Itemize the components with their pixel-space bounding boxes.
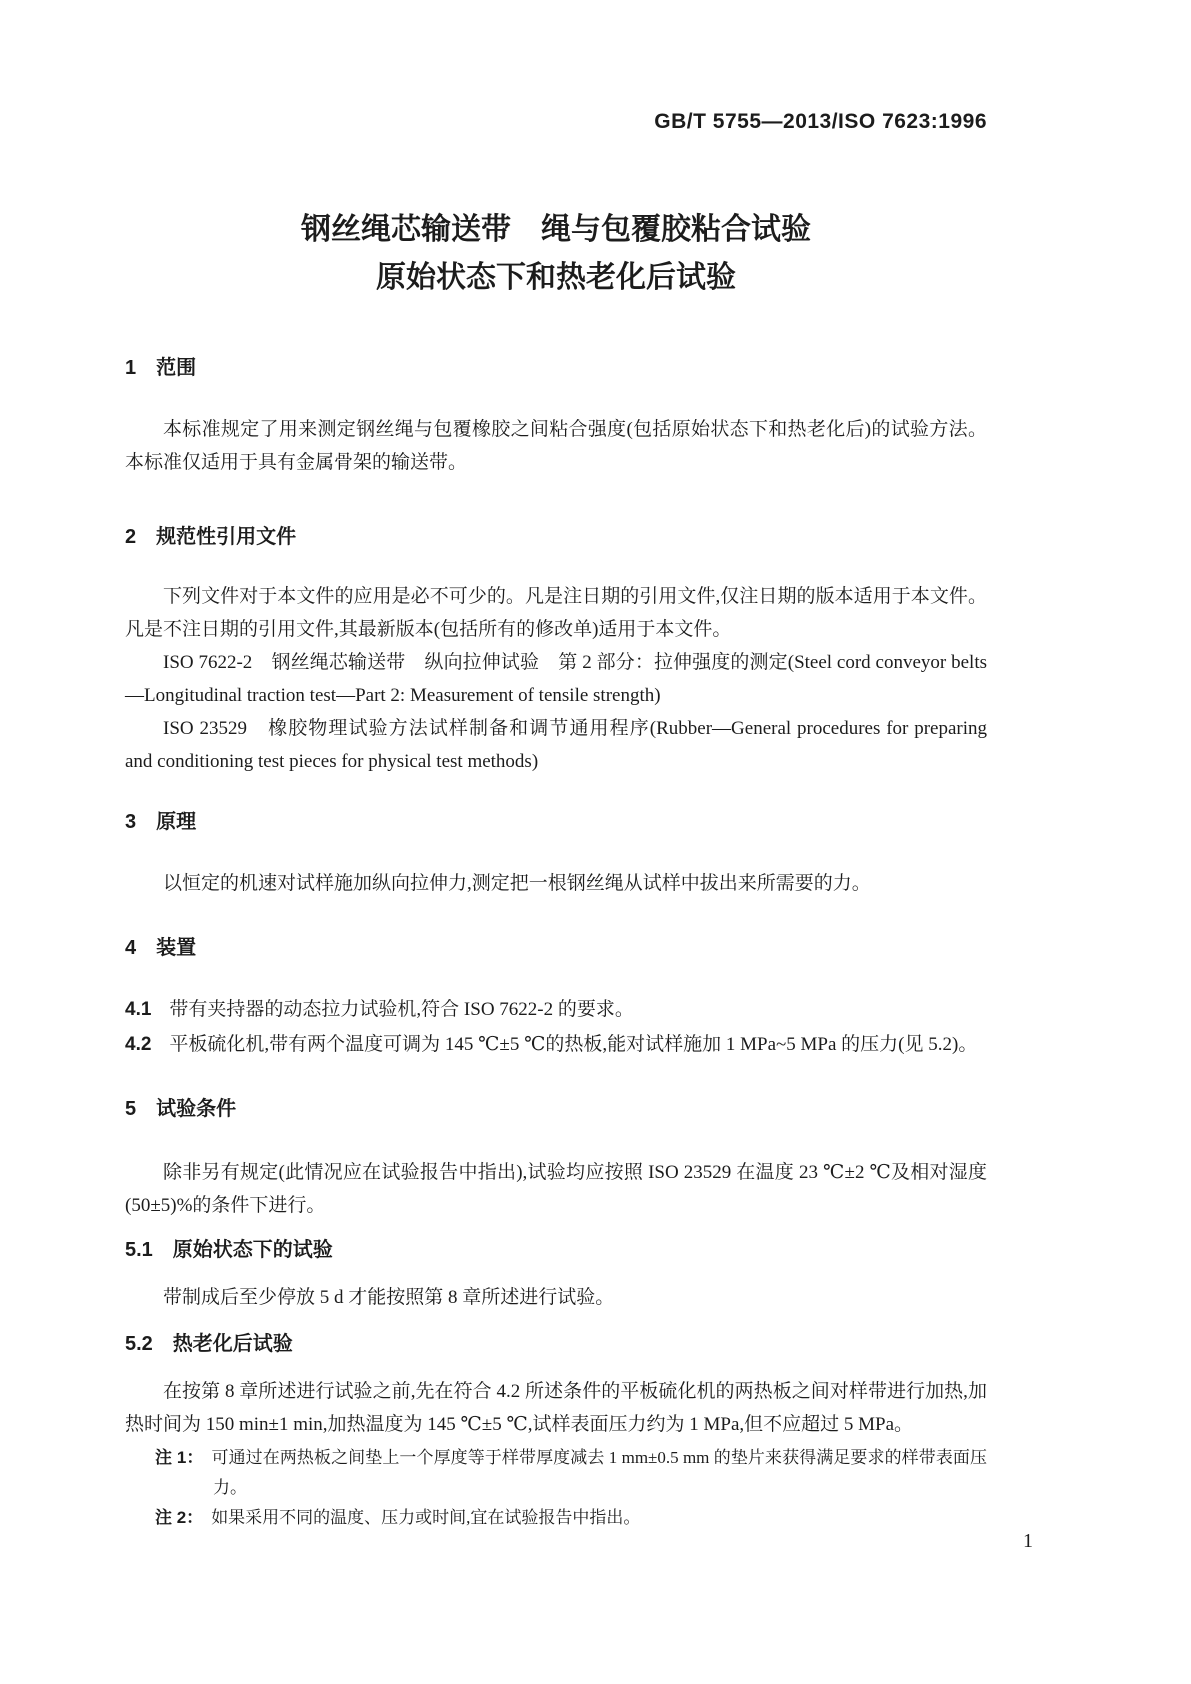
clause-4-2-text: 平板硫化机,带有两个温度可调为 145 ℃±5 ℃的热板,能对试样施加 1 MPa~5 MPa 的压力(见 5.2)。	[169, 1034, 978, 1055]
doc-title-line-2: 原始状态下和热老化后试验	[376, 261, 736, 294]
section-5-2-heading: 5.2 热老化后试验	[125, 1333, 293, 1355]
section-1-heading: 1 范围	[125, 357, 197, 379]
section-5-2-paragraph: 在按第 8 章所述进行试验之前,先在符合 4.2 所述条件的平板硫化机的两热板之间对样带进行加热,加热时间为 150 min±1 min,加热温度为 145 ℃±5 ℃,试样表面压力约为 1 MPa,但不应超过 5 MPa。	[125, 1381, 987, 1435]
clause-4-2	[125, 1028, 987, 1061]
reference-iso-7622-2: ISO 7622-2 钢丝绳芯输送带 纵向拉伸试验 第 2 部分：拉伸强度的测定(Steel cord conveyor belts—Longitudinal traction test—Part 2: Measurement of tensile strength)	[125, 652, 987, 706]
clause-4-1	[125, 993, 987, 1026]
note-2	[125, 1503, 987, 1533]
section-1-paragraph: 本标准规定了用来测定钢丝绳与包覆橡胶之间粘合强度(包括原始状态下和热老化后)的试验方法。本标准仅适用于具有金属骨架的输送带。	[125, 419, 987, 473]
section-3-paragraph: 以恒定的机速对试样施加纵向拉伸力,测定把一根钢丝绳从试样中拔出来所需要的力。	[163, 873, 871, 894]
section-5-1-paragraph: 带制成后至少停放 5 d 才能按照第 8 章所述进行试验。	[163, 1287, 615, 1308]
note-1-label: 注 1：	[155, 1448, 204, 1467]
note-2-label: 注 2：	[155, 1508, 204, 1527]
clause-4-2-number: 4.2	[125, 1034, 152, 1055]
doc-title	[125, 206, 987, 302]
note-2-text: 如果采用不同的温度、压力或时间,宜在试验报告中指出。	[211, 1508, 641, 1527]
section-2-intro-paragraph: 下列文件对于本文件的应用是必不可少的。凡是注日期的引用文件,仅注日期的版本适用于本文件。凡是不注日期的引用文件,其最新版本(包括所有的修改单)适用于本文件。	[125, 586, 987, 640]
page-content	[125, 0, 987, 1533]
doc-title-line-1: 钢丝绳芯输送带 绳与包覆胶粘合试验	[301, 213, 811, 246]
note-1	[125, 1443, 987, 1503]
section-2-heading: 2 规范性引用文件	[125, 526, 297, 548]
doc-code: GB/T 5755—2013/ISO 7623:1996	[654, 110, 987, 133]
section-5-paragraph: 除非另有规定(此情况应在试验报告中指出),试验均应按照 ISO 23529 在温度 23 ℃±2 ℃及相对湿度(50±5)%的条件下进行。	[125, 1162, 987, 1216]
section-5-heading: 5 试验条件	[125, 1098, 237, 1120]
section-3-heading: 3 原理	[125, 811, 197, 833]
page-number: 1	[1023, 1530, 1033, 1552]
section-4-heading: 4 装置	[125, 937, 197, 959]
reference-iso-23529: ISO 23529 橡胶物理试验方法试样制备和调节通用程序(Rubber—General procedures for preparing and conditioning test pieces for physical test methods)	[125, 718, 987, 772]
clause-4-1-text: 带有夹持器的动态拉力试验机,符合 ISO 7622-2 的要求。	[169, 999, 634, 1020]
note-1-text: 可通过在两热板之间垫上一个厚度等于样带厚度减去 1 mm±0.5 mm 的垫片来获得满足要求的样带表面压力。	[211, 1448, 987, 1497]
section-5-1-heading: 5.1 原始状态下的试验	[125, 1239, 333, 1261]
clause-4-1-number: 4.1	[125, 999, 152, 1020]
